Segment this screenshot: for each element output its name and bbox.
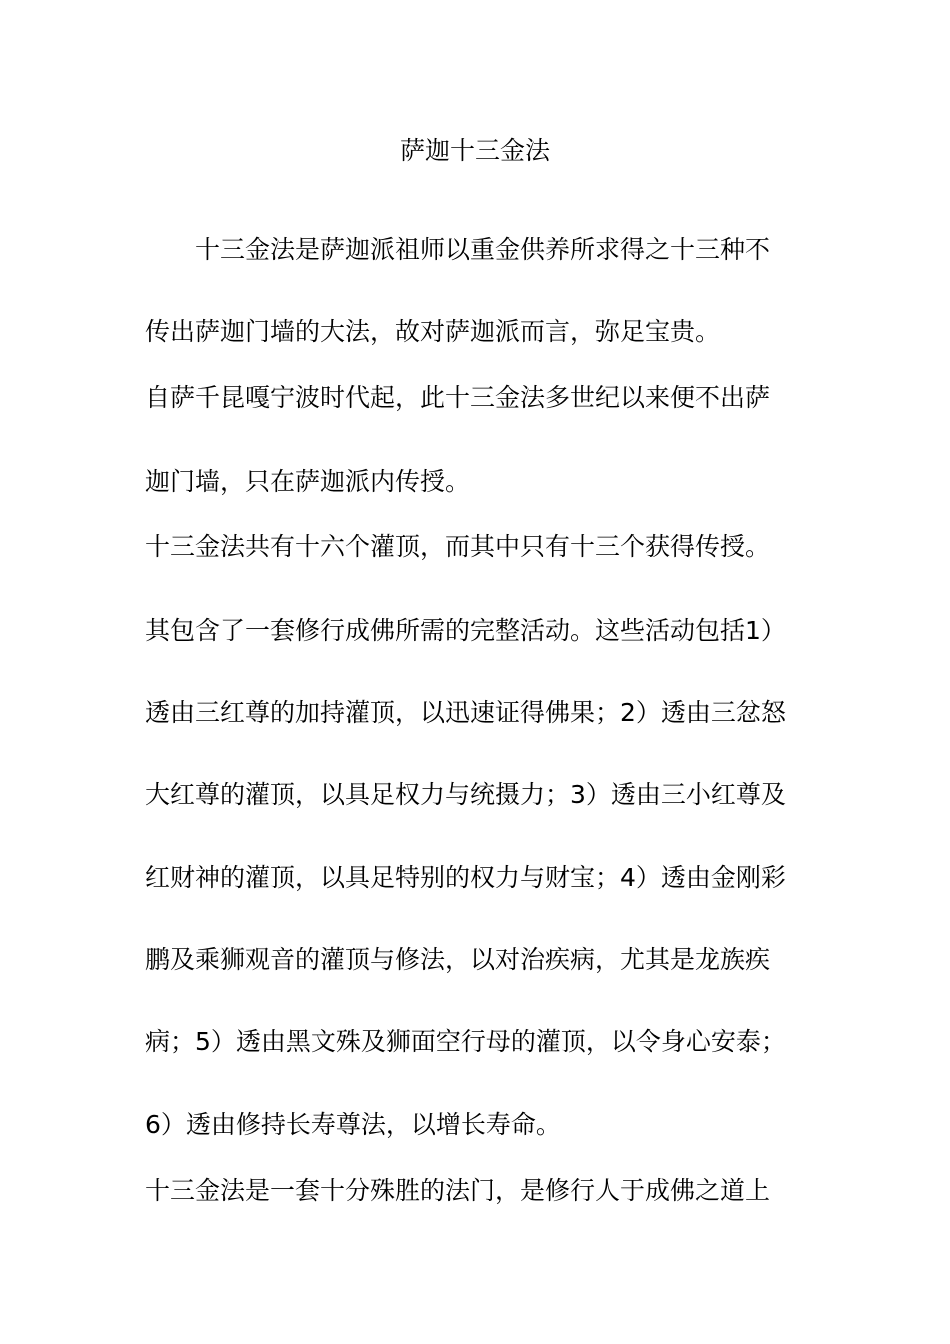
paragraph-line: 十三金法是萨迦派祖师以重金供养所求得之十三种不 — [195, 235, 771, 264]
paragraph-line: 十三金法共有十六个灌顶，而其中只有十三个获得传授。 — [145, 532, 771, 561]
paragraph-line: 透由三红尊的加持灌顶，以迅速证得佛果；2）透由三忿怒 — [145, 698, 786, 727]
paragraph-line: 病；5）透由黑文殊及狮面空行母的灌顶，以令身心安泰； — [145, 1027, 786, 1056]
paragraph-line: 红财神的灌顶，以具足特别的权力与财宝；4）透由金刚彩 — [145, 863, 786, 892]
paragraph-line: 传出萨迦门墙的大法，故对萨迦派而言，弥足宝贵。 — [145, 317, 721, 346]
paragraph-line: 十三金法是一套十分殊胜的法门，是修行人于成佛之道上 — [145, 1176, 771, 1205]
document-title: 萨迦十三金法 — [399, 136, 550, 165]
paragraph-line: 鹏及乘狮观音的灌顶与修法，以对治疾病，尤其是龙族疾 — [145, 945, 771, 974]
paragraph-line: 大红尊的灌顶，以具足权力与统摄力；3）透由三小红尊及 — [145, 780, 786, 809]
paragraph-line: 迦门墙，只在萨迦派内传授。 — [145, 467, 471, 496]
paragraph-line: 其包含了一套修行成佛所需的完整活动。这些活动包括1） — [145, 616, 786, 645]
paragraph-line: 6）透由修持长寿尊法，以增长寿命。 — [145, 1110, 561, 1139]
paragraph-line: 自萨千昆嘎宁波时代起，此十三金法多世纪以来便不出萨 — [145, 383, 771, 412]
